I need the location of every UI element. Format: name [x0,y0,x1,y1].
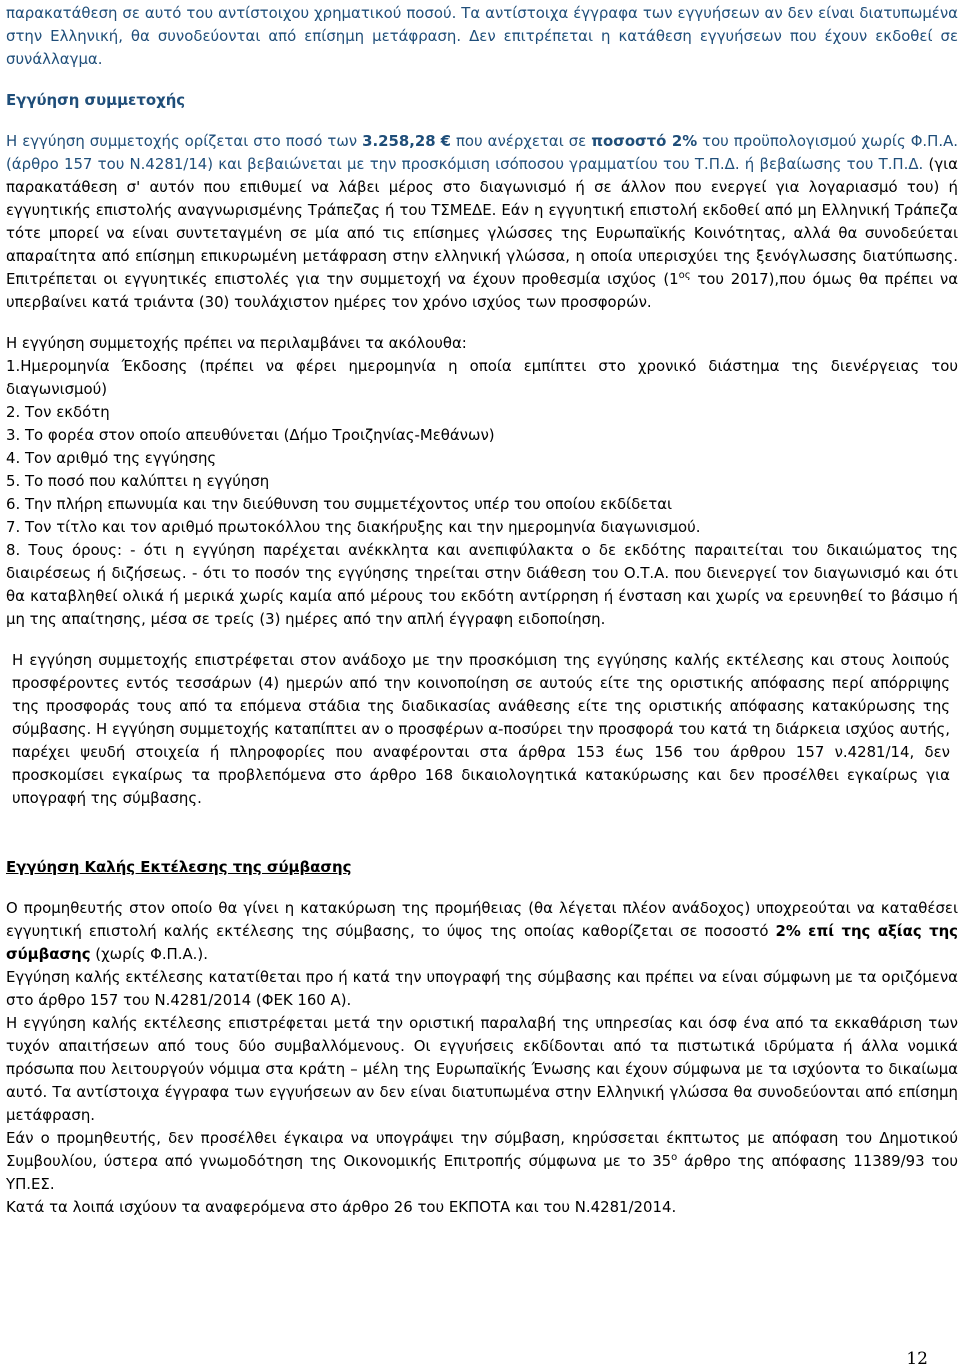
amount-value: 3.258,28 [362,132,436,150]
return-paragraph: Η εγγύηση συμμετοχής επιστρέφεται στον ανάδοχο με την προσκόμιση της εγγύησης καλής εκτέλεσης και στους λοιπούς προσφέροντες εντός τεσσάρων (4) ημερών από την κοινοποίηση σε αυτούς είτε της οριστικής απόφασης περί απόρριψης της προσφοράς τους από τα επόμενα στάδια της διαδικασίας ανάθεσης είτε της οριστικής απόφασης κατακύρωσης της σύμβασης. Η εγγύηση συμμετοχής καταπίπτει αν ο προσφέρων α-ποσύρει την προσφορά του κατά τη διάρκεια ισχύος αυτής, παρέχει ψευδή στοιχεία ή πληροφορίες που αναφέρονται στα άρθρα 153 έως 156 του άρθρου 157 ν.4281/14, δεν προσκομίσει εγκαίρως τα προβλεπόμενα στο άρθρο 168 δικαιολογητικά κατακύρωσης και δεν προσέλθει εγκαίρως για υπογραφή της σύμβασης. [12,651,950,807]
intro-paragraph [6,2,958,71]
list-item: 4. Τον αριθμό της εγγύησης [6,449,217,467]
participation-guarantee-title: Εγγύηση συμμετοχής [6,91,186,109]
euro-symbol: € [440,132,451,150]
list-item: 1.Ημερομηνία Έκδοσης (πρέπει να φέρει ημερομηνία η οποία εμπίπτει στο χρονικό διάστημα της διενέργειας του διαγωνισμού) [6,357,958,398]
participation-body-black-1: (για παρακατάθεση σ' αυτόν που επιθυμεί να λάβει μέρος στο διαγωνισμό ή σε άλλον που ενεργεί για λογαριασμό του) ή εγγυητικής επιστολής αναγνωρισμένης Τράπεζας ή του ΤΣΜΕΔΕ. Εάν η εγγυητική επιστολή εκδοθεί από μη Ελληνική Τράπεζα τότε μπορεί να είναι συντεταγμένη σε μία από τις επίσημες γλώσσες της Ευρωπαϊκής Κοινότητας, αλλά θα συνοδεύεται απαραίτητα από επίσημη επικυρωμένη μετάφραση στην ελληνική γλώσσα, η οποία υπερισχύει της ξενόγλωσσης διατύπωσης. Επιτρέπεται οι εγγυητικές επιστολές για την συμμετοχή να έχουν προθεσμία ισχύος (1 [6,155,958,288]
performance-guarantee-title: Εγγύηση Καλής Εκτέλεσης της σύμβασης [6,858,352,876]
list-item: 6. Την πλήρη επωνυμία και την διεύθυνση του συμμετέχοντος υπέρ του οποίου εκδίδεται [6,495,673,513]
list-item: 5. Το ποσό που καλύπτει η εγγύηση [6,472,270,490]
performance-p4-lead: Εάν ο προμηθευτής, δεν προσέλθει έγκαιρα να υπογράψει την σύμβαση, κηρύσσεται έκπτωτος με απόφαση του Δημοτικού Συμβουλίου, ύστερα από γνωμοδότηση της Οικονομικής Επιτροπής σύμφωνα με το 35 [6,1129,958,1170]
requirements-list [6,355,958,631]
performance-paragraph-1 [6,897,958,966]
requirements-heading: Η εγγύηση συμμετοχής πρέπει να περιλαμβάνει τα ακόλουθα: [6,334,467,352]
performance-p1-bold: 2% επί της αξίας της σύμβασης [6,922,958,963]
list-item: 2. Τον εκδότη [6,403,110,421]
participation-body-blue: (άρθρο 157 του Ν.4281/14) και βεβαιώνεται με την προσκόμιση ισόποσου γραμματίου του Τ.Π.Δ. ή βεβαίωσης του Τ.Π.Δ. [6,155,924,173]
amount-lead: Η εγγύηση συμμετοχής ορίζεται στο ποσό των [6,132,363,150]
intro-text: παρακατάθεση σε αυτό του αντίστοιχου χρηματικού ποσού. Τα αντίστοιχα έγγραφα των εγγυήσεων αν δεν είναι διατυπωμένα στην Ελληνική, θα συνοδεύονται από επίσημη μετάφραση. Δεν επιτρέπεται η κατάθεση εγγυήσεων που έχουν εκδοθεί σε συνάλλαγμα. [6,4,958,68]
list-item: 8. Τους όρους: - ότι η εγγύηση παρέχεται ανέκκλητα και ανεπιφύλακτα ο δε εκδότης παραιτείται του δικαιώματος της διαιρέσεως ή διζήσεως. - ότι το ποσόν της εγγύησης τηρείται στην διάθεση του Ο.Τ.Α. που διενεργεί τον διαγωνισμό και ότι θα καταβληθεί ολικά ή μερικά χωρίς καμία από μέρους του εκδότη αντίρρηση ή ένσταση και χωρίς να ερευνηθεί το βάσιμο ή μη της απαίτησης, μέσα σε τρείς (3) ημέρες από την απλή έγγραφη ειδοποίηση. [6,541,958,628]
participation-body-black-2: του 2017),που όμως θα πρέπει να υπερβαίνει κατά τριάντα (30) τουλάχιστον ημέρες τον χρόνο ισχύος των προσφορών. [6,270,959,311]
document-page [6,2,958,1219]
page-number: 12 [906,1349,928,1369]
amount-mid: που ανέρχεται σε [450,132,592,150]
performance-p1-lead: Ο προμηθευτής στον οποίο θα γίνει η κατακύρωση της προμήθειας (θα λέγεται πλέον ανάδοχος) υποχρεούται να καταθέσει εγγυητική επιστολή καλής εκτέλεσης της σύμβασης, το ύψος της οποίας καθορίζεται σε ποσοστό [6,899,958,940]
performance-p4-tail: άρθρο της απόφασης 11389/93 του ΥΠ.ΕΣ. [6,1152,959,1193]
performance-paragraph-3: Η εγγύηση καλής εκτέλεσης επιστρέφεται μετά την οριστική παραλαβή της υπηρεσίας και όσφ ένα από τα εκκαθάριση των τυχόν απαιτήσεων από τους δύο συμβαλλόμενους. Οι εγγυήσεις εκδίδονται από τα πιστωτικά ιδρύματα ή άλλα νομικά πρόσωπα που λειτουργούν νόμιμα στα κράτη – μέλη της Ευρωπαϊκής Ένωσης και έχουν σύμφωνα με τα ισχύοντα το δικαίωμα αυτό. Τα αντίστοιχα έγγραφα των εγγυήσεων αν δεν είναι διατυπωμένα στην Ελληνική γλώσσα θα συνοδεύονται από επίσημη μετάφραση. [6,1014,958,1124]
performance-paragraph-2: Εγγύηση καλής εκτέλεσης κατατίθεται προ ή κατά την υπογραφή της σύμβασης και πρέπει να είναι σύμφωνη με τα οριζόμενα στο άρθρο 157 του Ν.4281/2014 (ΦΕΚ 160 Α). [6,968,958,1009]
ordinal-superscript: ος [678,270,691,281]
ordinal-superscript: ο [671,1152,678,1163]
performance-p1-tail: (χωρίς Φ.Π.Α.). [90,945,208,963]
amount-tail: του προϋπολογισμού χωρίς Φ.Π.Α. [697,132,959,150]
list-item: 3. Το φορέα στον οποίο απευθύνεται (Δήμο Τροιζηνίας-Μεθάνων) [6,426,495,444]
performance-paragraph-4 [6,1127,958,1196]
participation-body [6,130,958,314]
list-item: 7. Τον τίτλο και τον αριθμό πρωτοκόλλου της διακήρυξης και την ημερομηνία διαγωνισμού. [6,518,701,536]
performance-paragraph-5: Κατά τα λοιπά ισχύουν τα αναφερόμενα στο άρθρο 26 του ΕΚΠΟΤΑ και του Ν.4281/2014. [6,1198,677,1216]
amount-percent: ποσοστό 2% [591,132,698,150]
